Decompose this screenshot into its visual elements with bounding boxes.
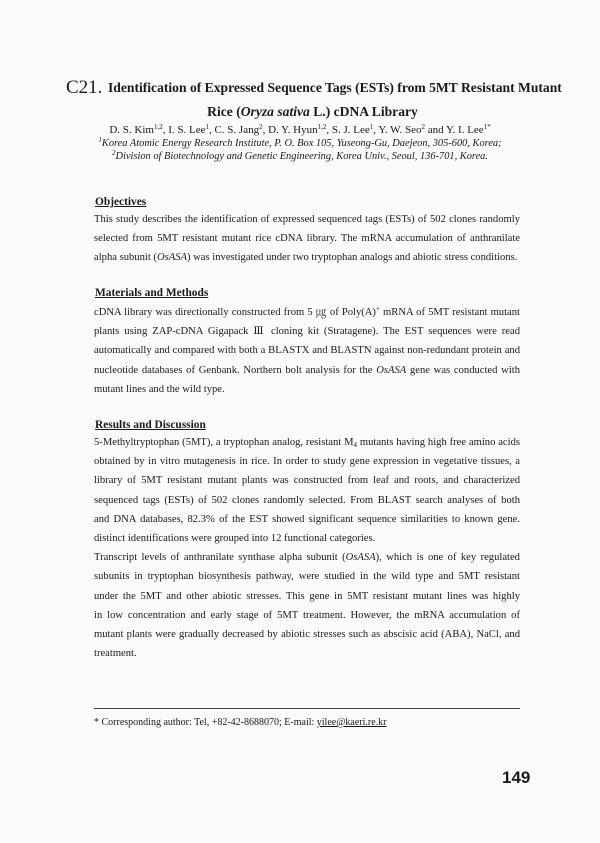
text-line: This study describes the identification of expressed sequenced tags (ESTs) of 502 clones randomly (94, 214, 520, 225)
affiliation-1: $^1$Korea Atomic Energy Research Institute, P. O. Box 105, Yuseong-Gu, Daejeon, 305-600, Korea; (98, 136, 502, 149)
text-line: subunits in tryptophan biosynthesis pathway, were studied in the wild type and 5MT resistant (94, 571, 520, 583)
text-line: plants using ZAP-cDNA Gigapack Ⅲ cloning kit (Stratagene). The EST sequences were read (94, 326, 520, 338)
text-line: obtained by in vitro mutagenesis in rice. In order to study gene expression in vegetative tissues, a (94, 456, 520, 468)
text-line: treatment. (94, 648, 137, 660)
text-line: sequenced tags (ESTs) of 502 clones randomly selected. From BLAST search analyses of both (94, 494, 520, 506)
page-number: 149 (502, 768, 531, 787)
text-line: cDNA library was directionally constructed from 5 ㎍ of Poly(A)+ mRNA of 5MT resistant mutant (94, 305, 520, 318)
objectives-paragraph (94, 210, 520, 268)
text-line: automatically and compared with both a BLASTX and BLASTN against non-redundant protein and (94, 345, 520, 357)
results-heading: Results and Discussion (95, 419, 206, 431)
text-line: under the 5MT and other abiotic stresses. This gene in 5MT resistant mutant lines was highly (94, 590, 520, 602)
methods-paragraph (94, 303, 520, 399)
footnote-divider (94, 708, 520, 709)
text-line: library of 5MT resistant mutant plants was constructed from leaf and roots, and characterized (94, 475, 520, 487)
title-line-1: Identification of Expressed Sequence Tags (ESTs) from 5MT Resistant Mutant (108, 80, 562, 95)
text-line: and DNA databases, 82.3% of the EST showed significant sequence similarities to known gene. (94, 513, 520, 525)
text-line: Transcript levels of anthranilate synthase alpha subunit (OsASA), which is one of key regulated (94, 552, 520, 564)
abstract-code: C21. (66, 77, 103, 98)
objectives-heading: Objectives (95, 196, 147, 208)
title-line-2: Rice (Oryza sativa L.) cDNA Library (207, 104, 418, 119)
affiliation-2: $^2$Division of Biotechnology and Genetic Engineering, Korea Univ., Seoul, 136-701, Korea. (112, 149, 488, 162)
text-line: distinct identifications were grouped into 12 functional categories. (94, 532, 376, 544)
text-line: selected from 5MT resistant mutant rice cDNA library. The mRNA accumulation of anthranilate (94, 233, 520, 245)
methods-heading: Materials and Methods (95, 287, 209, 299)
footnote: * Corresponding author: Tel, +82-42-8688070; E-mail: yilee@kaeri.re.kr (94, 717, 387, 728)
email-link[interactable]: yilee@kaeri.re.kr (316, 717, 387, 728)
text-line: mutant plants were gradually decreased by abiotic stresses such as abscisic acid (ABA), NaCl, and (94, 628, 520, 640)
text-line: mutant lines and the wild type. (94, 383, 225, 395)
author-list: D. S. Kim$^{1,2}$, I. S. Lee$^1$, C. S. Jang$^2$, D. Y. Hyun$^{1,2}$, S. J. Lee$^1$, Y. W. Seo$^2$ and Y. I. Lee$^{1*}$ (109, 123, 491, 136)
text-line: 5-Methyltryptophan (5MT), a tryptophan analog, resistant $M_4$ mutants having high free amino acids (94, 437, 520, 449)
results-paragraph (94, 433, 520, 663)
text-line: nucleotide databases of Genbank. Northern bolt analysis for the OsASA gene was conducted with (94, 364, 520, 376)
text-line: alpha subunit (OsASA) was investigated under two tryptophan analogs and abiotic stress conditions. (94, 252, 518, 264)
text-line: in low concentration and early stage of 5MT treatment. However, the mRNA accumulation of (94, 609, 520, 621)
